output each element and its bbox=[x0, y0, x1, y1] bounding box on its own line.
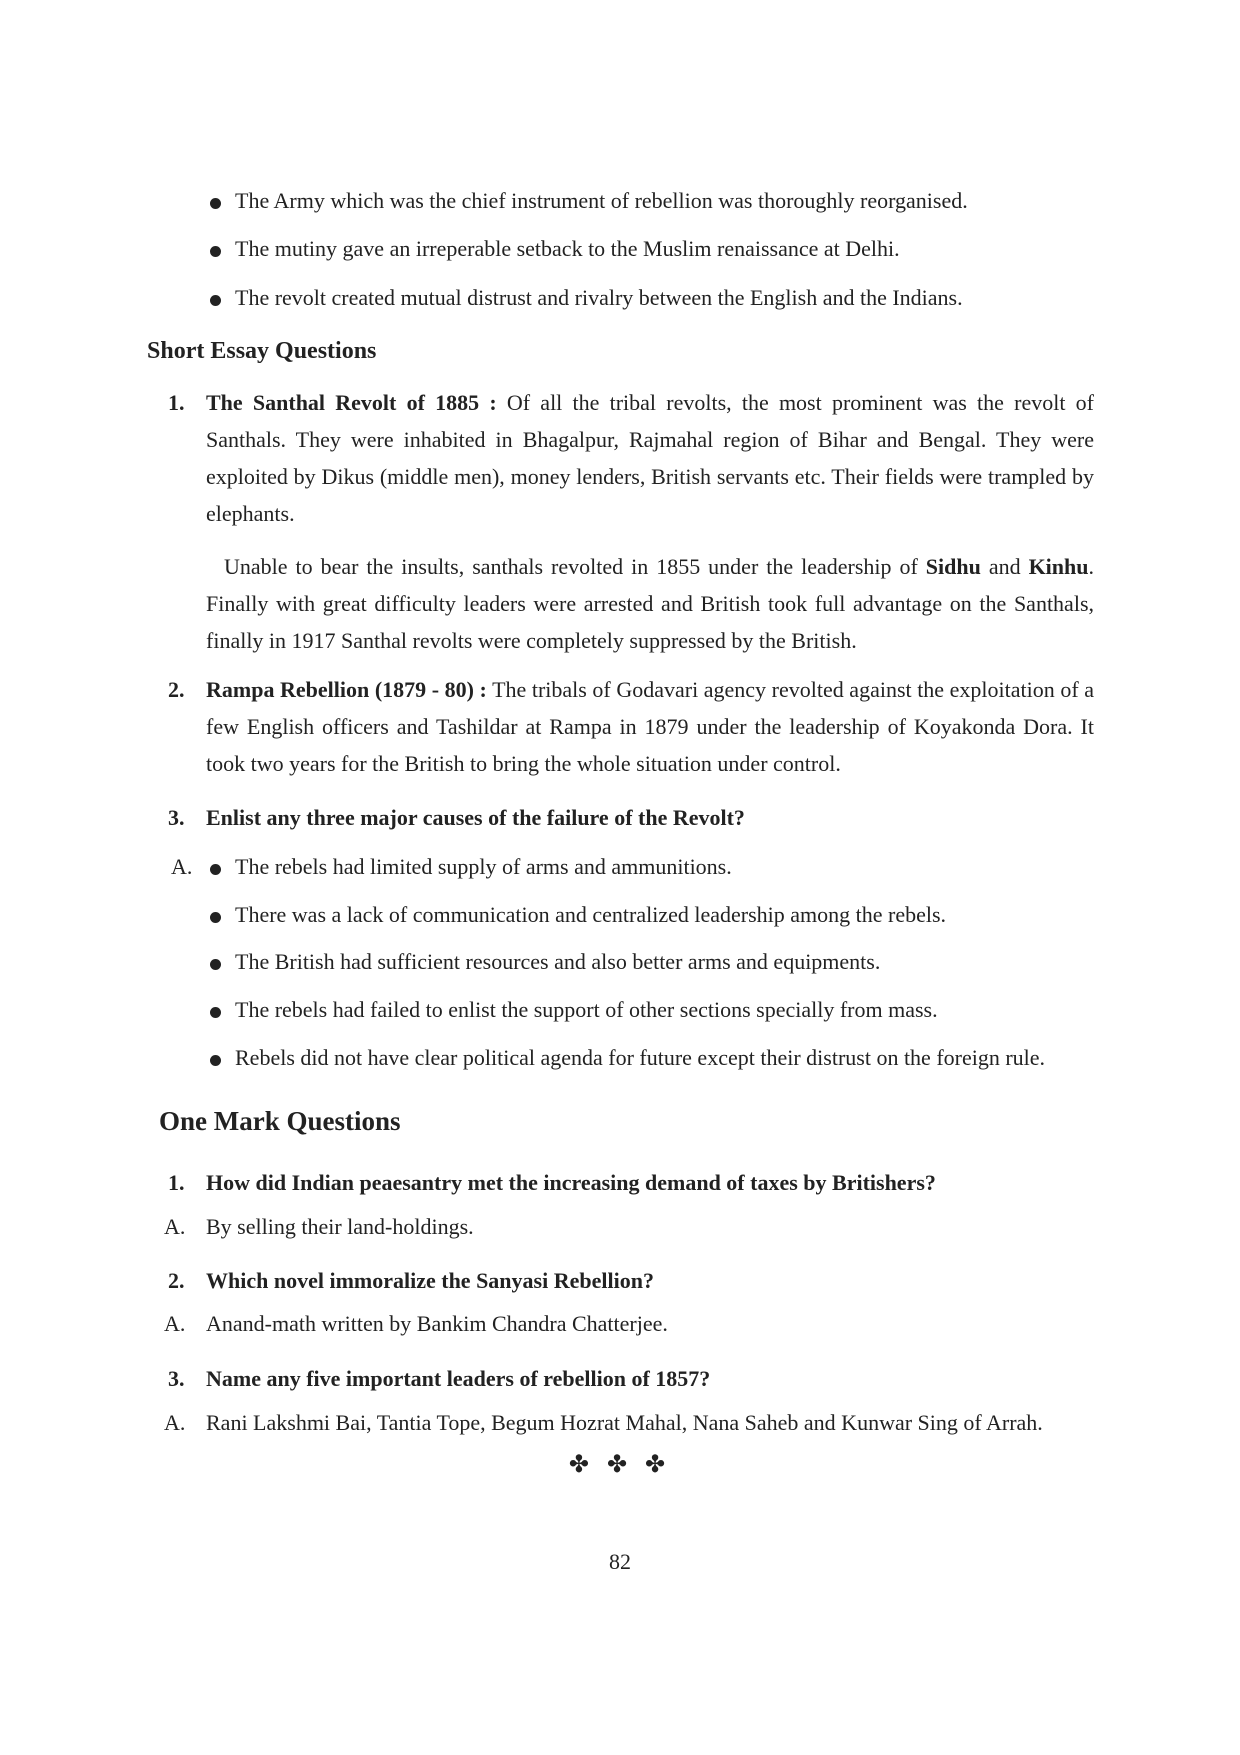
question-number: 3. bbox=[168, 805, 185, 830]
answer-text: Anand-math written by Bankim Chandra Chatterjee. bbox=[206, 1311, 668, 1336]
answer-text: Rani Lakshmi Bai, Tantia Tope, Begum Hozrat Mahal, Nana Saheb and Kunwar Sing of Arrah. bbox=[206, 1410, 1043, 1435]
bullet-item: Rebels did not have clear political agenda for future except their distrust on the foreign rule. bbox=[212, 1039, 1045, 1076]
question-number: 2. bbox=[168, 677, 185, 702]
topic-title: The Santhal Revolt of 1885 : bbox=[206, 390, 497, 415]
question-text: Which novel immoralize the Sanyasi Rebellion? bbox=[206, 1268, 654, 1293]
page-number: 82 bbox=[609, 1549, 631, 1574]
topic-title: Rampa Rebellion (1879 - 80) : bbox=[206, 677, 487, 702]
question-number: 1. bbox=[168, 1170, 185, 1195]
question-text: How did Indian peaesantry met the increasing demand of taxes by Britishers? bbox=[206, 1170, 936, 1195]
bullet-item: The British had sufficient resources and also better arms and equipments. bbox=[212, 943, 880, 980]
bullet-item: The Army which was the chief instrument of rebellion was thoroughly reorganised. bbox=[212, 182, 968, 219]
question-text: Enlist any three major causes of the failure of the Revolt? bbox=[206, 805, 745, 830]
section-heading-one-mark: One Mark Questions bbox=[159, 1106, 401, 1136]
section-end-ornament: ✤ ✤ ✤ bbox=[568, 1452, 672, 1478]
bullet-item: The revolt created mutual distrust and rivalry between the English and the Indians. bbox=[212, 279, 963, 316]
question-number: 1. bbox=[168, 390, 185, 415]
question-number: 3. bbox=[168, 1366, 185, 1391]
answer-rampa-rebellion: Rampa Rebellion (1879 - 80) : The tribals of Godavari agency revolted against the exploitation of a few English officers and Tashildar at Rampa in 1879 under the leadership of Koyakonda Dora. It took two years for the British to bring the whole situation under control. bbox=[206, 677, 1094, 776]
answer-label: A. bbox=[171, 854, 193, 879]
section-heading-short-essay: Short Essay Questions bbox=[147, 338, 377, 364]
answer-label: A. bbox=[164, 1214, 186, 1239]
question-text: Name any five important leaders of rebellion of 1857? bbox=[206, 1366, 711, 1391]
bullet-item: There was a lack of communication and centralized leadership among the rebels. bbox=[212, 896, 946, 933]
answer-label: A. bbox=[164, 1410, 186, 1435]
bullet-item: The rebels had failed to enlist the support of other sections specially from mass. bbox=[212, 991, 938, 1028]
bullet-item: The mutiny gave an irreperable setback to the Muslim renaissance at Delhi. bbox=[212, 230, 900, 267]
answer-label: A. bbox=[164, 1311, 186, 1336]
answer-santhal-revolt: The Santhal Revolt of 1885 : Of all the tribal revolts, the most prominent was the revolt of Santhals. They were inhabited in Bhagalpur, Rajmahal region of Bihar and Bengal. They were exploited by Dikus (middle men), money lenders, British servants etc. Their fields were trampled by elephants. bbox=[206, 390, 1094, 526]
answer-text: By selling their land-holdings. bbox=[206, 1214, 474, 1239]
bullet-item: The rebels had limited supply of arms and ammunitions. bbox=[212, 848, 732, 885]
question-number: 2. bbox=[168, 1268, 185, 1293]
answer-santhal-revolt-continued: Unable to bear the insults, santhals revolted in 1855 under the leadership of Sidhu and Kinhu. Finally with great difficulty leaders were arrested and British took full advantage on the Santhals, finally in 1917 Santhal revolts were completely suppressed by the British. bbox=[206, 554, 1094, 653]
